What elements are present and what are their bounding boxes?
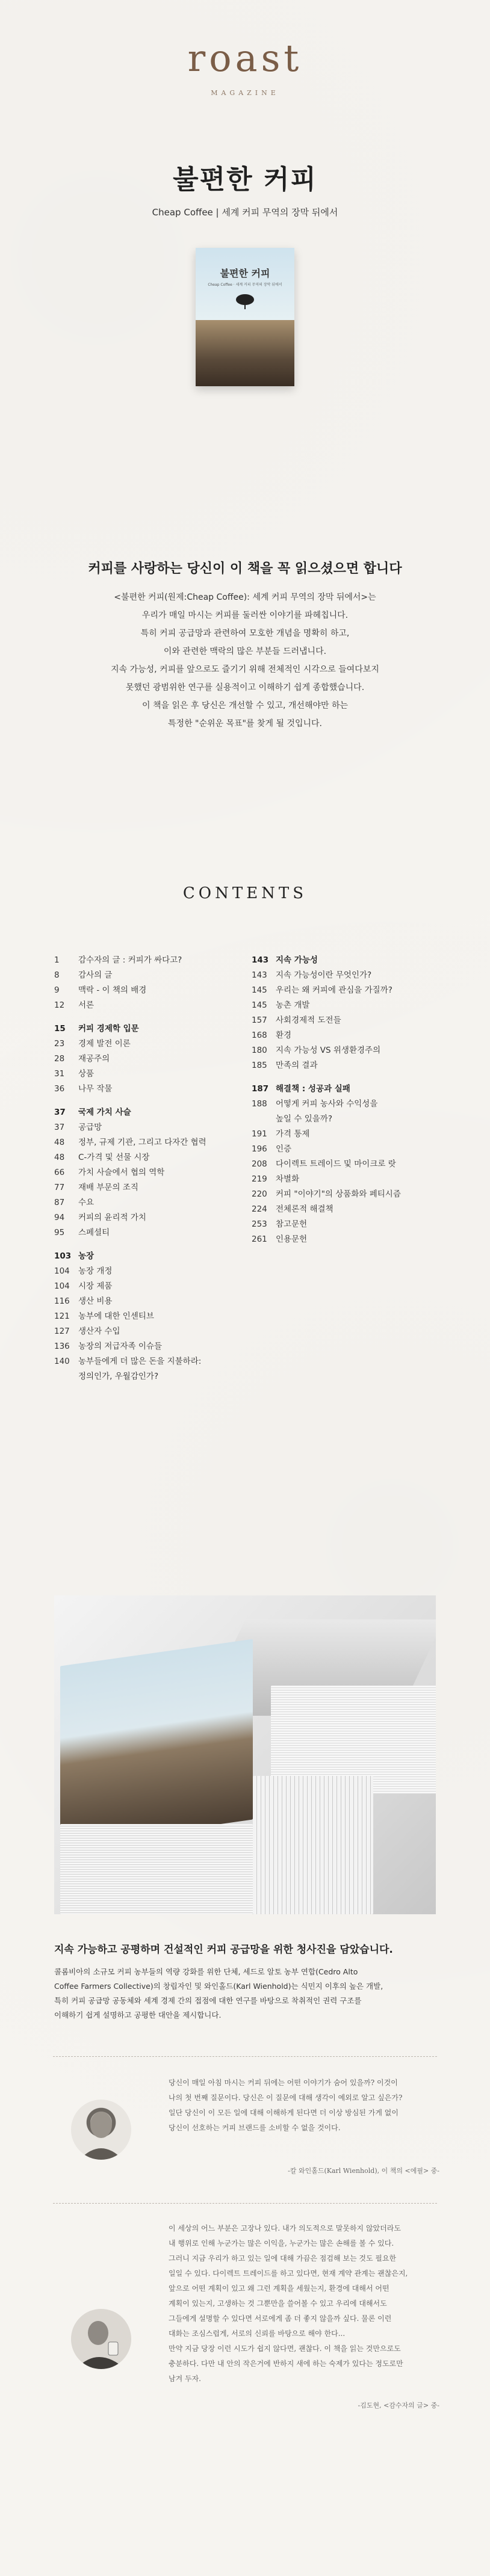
toc-label: 서론 bbox=[78, 1000, 95, 1010]
toc-page-number: 127 bbox=[54, 1327, 70, 1336]
quote-line: 나의 첫 번째 질문이다. 당신은 이 질문에 대해 생각이 예외로 알고 싶은가? bbox=[169, 2094, 403, 2102]
toc-label: 생산 비용 bbox=[78, 1296, 113, 1306]
toc-left-column bbox=[54, 953, 247, 1384]
toc-entry bbox=[252, 998, 444, 1013]
toc-entry bbox=[252, 1043, 444, 1058]
toc-label: 인용문헌 bbox=[276, 1234, 308, 1244]
book-subtitle: Cheap Coffee | 세계 커피 무역의 장막 뒤에서 bbox=[152, 207, 338, 218]
quote-line: 이 세상의 어느 부분은 고장나 있다. 내가 의도적으로 말못하지 않았더라도 bbox=[169, 2224, 401, 2232]
toc-label: 환경 bbox=[276, 1031, 292, 1040]
toc-label: 전체론적 해결책 bbox=[276, 1204, 333, 1214]
quote-line: 만약 지금 당장 이런 시도가 쉽지 않다면, 괜찮다. 이 책을 읽는 것만으로도 bbox=[169, 2344, 401, 2353]
toc-entry bbox=[252, 1187, 444, 1202]
feature-caption: 지속 가능하고 공평하며 건설적인 커피 공급망을 위한 청사진을 담았습니다. bbox=[54, 1944, 393, 1956]
toc-entry bbox=[252, 1172, 444, 1187]
cover-coffee-tree-icon bbox=[235, 294, 255, 310]
quote-1-signature: -칼 와인홀드(Karl Wienhold), 이 책의 <에필> 중- bbox=[288, 2167, 439, 2175]
toc-label: 차별화 bbox=[276, 1174, 300, 1184]
toc-entry bbox=[54, 1135, 247, 1150]
toc-spacer bbox=[54, 1240, 247, 1249]
book-cover-image bbox=[196, 248, 294, 386]
photo-book-spines bbox=[253, 1776, 373, 1914]
quote-line: 대화는 조심스럽게, 서로의 신뢰를 바탕으로 해야 한다... bbox=[169, 2329, 346, 2338]
toc-page-number: 145 bbox=[252, 985, 267, 995]
toc-label: 맥락 - 이 책의 배경 bbox=[78, 985, 147, 995]
toc-page-number: 168 bbox=[252, 1031, 267, 1040]
toc-label: 농장의 저급자족 이슈들 bbox=[78, 1342, 162, 1351]
toc-label: 나무 작물 bbox=[78, 1084, 113, 1094]
toc-entry bbox=[54, 953, 247, 968]
toc-label: 정의인가, 우월감인가? bbox=[78, 1372, 159, 1381]
author-portrait-icon bbox=[71, 2100, 131, 2160]
toc-entry bbox=[54, 1067, 247, 1082]
toc-entry bbox=[54, 1037, 247, 1052]
toc-entry bbox=[54, 1150, 247, 1165]
toc-label: 국제 가치 사슬 bbox=[78, 1108, 131, 1117]
supervisor-portrait-icon bbox=[71, 2309, 131, 2369]
cover-title: 불편한 커피 bbox=[220, 268, 270, 279]
toc-entry bbox=[252, 1112, 444, 1127]
intro-line: 지속 가능성, 커피를 앞으로도 즐기기 위해 전체적인 시각으로 들여다보지 bbox=[111, 665, 379, 674]
toc-entry bbox=[54, 1339, 247, 1354]
toc-label: 가치 사슬에서 협의 역학 bbox=[78, 1168, 165, 1177]
brand-subtitle: MAGAZINE bbox=[211, 89, 279, 97]
toc-label: 사회경제적 도전들 bbox=[276, 1015, 341, 1025]
toc-page-number: 1 bbox=[54, 955, 60, 965]
toc-label: 커피 경제학 입문 bbox=[78, 1024, 139, 1034]
toc-entry bbox=[252, 1217, 444, 1232]
toc-entry bbox=[252, 983, 444, 998]
toc-entry bbox=[252, 1013, 444, 1028]
book-stack-photo bbox=[54, 1595, 436, 1914]
toc-label: 수요 bbox=[78, 1198, 95, 1207]
toc-label: 재배 부문의 조직 bbox=[78, 1183, 138, 1192]
feature-line: 콜롬비아의 소규모 커피 농부들의 역량 강화를 위한 단체, 세드로 알토 농부 연합(Cedro Alto bbox=[54, 1967, 358, 1976]
toc-page-number: 180 bbox=[252, 1046, 267, 1055]
toc-page-number: 48 bbox=[54, 1138, 65, 1147]
toc-entry bbox=[54, 983, 247, 998]
quote-line: 일단 당신이 이 모든 일에 대해 이해하게 된다면 더 이상 방심된 가게 없이 bbox=[169, 2109, 399, 2117]
cover-subtitle: Cheap Coffee · 세계 커피 무역의 장막 뒤에서 bbox=[208, 283, 282, 287]
feature-line: 특히 커피 공급망 공동체와 세계 경제 간의 접점에 대한 연구를 바탕으로 착취적인 권력 구조를 bbox=[54, 1996, 362, 2005]
quote-line: 일일 수 있다. 다이렉트 트레이드를 하고 있다면, 현재 계약 관계는 괜찮은지, bbox=[169, 2269, 408, 2278]
cover-photo bbox=[196, 320, 294, 386]
toc-label: 감수자의 글 : 커피가 싸다고? bbox=[78, 955, 182, 965]
toc-label: 커피 "이야기"의 상품화와 페티시즘 bbox=[276, 1189, 401, 1199]
toc-entry bbox=[252, 1028, 444, 1043]
quote-2-signature: -김도현, <감수자의 글> 중- bbox=[358, 2402, 439, 2409]
quote-line: 내 행위로 인해 누군가는 많은 이익을, 누군가는 많은 손해를 볼 수 있다. bbox=[169, 2239, 394, 2248]
toc-page-number: 185 bbox=[252, 1061, 267, 1070]
toc-page-number: 12 bbox=[54, 1000, 65, 1010]
toc-entry bbox=[54, 1082, 247, 1097]
toc-page-number: 94 bbox=[54, 1213, 65, 1222]
intro-line: 이 책을 읽은 후 당신은 개선할 수 있고, 개선해야만 하는 bbox=[141, 701, 349, 710]
intro-line: 특히 커피 공급망과 관련하여 모호한 개념을 명확히 하고, bbox=[140, 629, 350, 638]
contents-title: CONTENTS bbox=[182, 884, 308, 902]
toc-entry bbox=[252, 1157, 444, 1172]
toc-entry bbox=[54, 1264, 247, 1279]
toc-page-number: 28 bbox=[54, 1054, 65, 1064]
toc-label: 경제 발전 이론 bbox=[78, 1039, 131, 1049]
toc-label: 농부들에게 더 많은 돈을 지불하라: bbox=[78, 1357, 202, 1366]
toc-entry bbox=[54, 1309, 247, 1324]
toc-section-heading bbox=[54, 1021, 247, 1037]
toc-entry bbox=[54, 968, 247, 983]
toc-label: 다이렉트 트레이드 및 마이크로 랏 bbox=[276, 1159, 396, 1169]
toc-label: 가격 통제 bbox=[276, 1129, 310, 1139]
toc-page-number: 9 bbox=[54, 985, 60, 995]
toc-page-number: 37 bbox=[54, 1123, 65, 1132]
toc-page-number: 121 bbox=[54, 1311, 70, 1321]
toc-section-heading bbox=[252, 953, 444, 968]
feature-description bbox=[54, 1965, 436, 2023]
toc-page-number: 261 bbox=[252, 1234, 267, 1244]
quote-1-text bbox=[169, 2075, 439, 2136]
intro-line: 우리가 매일 마시는 커피를 둘러싼 이야기를 파헤칩니다. bbox=[141, 611, 349, 620]
divider bbox=[53, 2056, 437, 2057]
toc-entry bbox=[252, 1097, 444, 1112]
photo-front-book-cover bbox=[60, 1639, 253, 1847]
toc-page-number: 157 bbox=[252, 1015, 267, 1025]
brand-logo: roast bbox=[187, 36, 303, 80]
toc-page-number: 104 bbox=[54, 1281, 70, 1291]
quote-line: 당신이 매일 아침 마시는 커피 뒤에는 어떤 이야기가 숨어 있을까? 이것이 bbox=[169, 2078, 398, 2087]
toc-spacer bbox=[54, 1013, 247, 1021]
toc-page-number: 23 bbox=[54, 1039, 65, 1049]
author-avatar bbox=[71, 2100, 131, 2160]
toc-page-number: 219 bbox=[252, 1174, 267, 1184]
supervisor-avatar bbox=[71, 2309, 131, 2369]
toc-page-number: 188 bbox=[252, 1099, 267, 1109]
toc-entry bbox=[54, 1180, 247, 1195]
intro-heading: 커피를 사랑하는 당신이 이 책을 꼭 읽으셨으면 합니다 bbox=[88, 561, 402, 576]
toc-entry bbox=[54, 1294, 247, 1309]
intro-line: 특정한 "순위운 목표"를 찾게 될 것입니다. bbox=[168, 719, 322, 729]
toc-entry bbox=[252, 1058, 444, 1073]
toc-page-number: 95 bbox=[54, 1228, 65, 1237]
toc-page-number: 208 bbox=[252, 1159, 267, 1169]
toc-label: 어떻게 커피 농사와 수익성을 bbox=[276, 1099, 378, 1109]
toc-page-number: 36 bbox=[54, 1084, 65, 1094]
toc-spacer bbox=[252, 1073, 444, 1082]
toc-page-number: 191 bbox=[252, 1129, 267, 1139]
toc-entry bbox=[54, 1369, 247, 1384]
toc-label: 지속 가능성 VS 위생환경주의 bbox=[276, 1046, 381, 1055]
toc-page-number: 66 bbox=[54, 1168, 65, 1177]
toc-page-number: 37 bbox=[54, 1108, 66, 1117]
quote-line: 남겨 두자. bbox=[169, 2374, 201, 2383]
intro-text bbox=[0, 588, 490, 733]
toc-label: 감사의 글 bbox=[78, 970, 113, 980]
toc-label: 참고문헌 bbox=[276, 1219, 308, 1229]
toc-entry bbox=[252, 1127, 444, 1142]
toc-label: 생산자 수입 bbox=[78, 1327, 120, 1336]
toc-page-number: 253 bbox=[252, 1219, 267, 1229]
toc-page-number: 140 bbox=[54, 1357, 70, 1366]
toc-label: 우리는 왜 커피에 관심을 가질까? bbox=[276, 985, 392, 995]
divider bbox=[53, 2203, 437, 2204]
toc-page-number: 87 bbox=[54, 1198, 65, 1207]
toc-label: 농장 개정 bbox=[78, 1266, 113, 1276]
toc-label: 농부에 대한 인센티브 bbox=[78, 1311, 154, 1321]
toc-page-number: 145 bbox=[252, 1000, 267, 1010]
toc-entry bbox=[54, 1120, 247, 1135]
toc-label: 인증 bbox=[276, 1144, 292, 1154]
quote-line: 앞으로 어떤 계획이 있고 왜 그런 계획을 세웠는지, 환경에 대해서 어떤 bbox=[169, 2284, 389, 2293]
quote-2-text bbox=[169, 2221, 439, 2386]
toc-page-number: 143 bbox=[252, 970, 267, 980]
intro-line: 못했던 광범위한 연구를 실용적이고 이해하기 쉽게 종합했습니다. bbox=[125, 683, 365, 692]
toc-page-number: 187 bbox=[252, 1084, 269, 1094]
toc-page-number: 104 bbox=[54, 1266, 70, 1276]
toc-entry bbox=[252, 1232, 444, 1247]
toc-entry bbox=[252, 1142, 444, 1157]
toc-entry bbox=[252, 968, 444, 983]
quote-line: 충분하다. 다만 내 안의 작은거에 반하지 새에 하는 숙제가 있다는 정도로만 bbox=[169, 2359, 403, 2368]
feature-line: Coffee Farmers Collective)의 창립자인 및 와인홀드(Karl Wienhold)는 식민지 이후의 높은 개발, bbox=[54, 1982, 383, 1991]
toc-spacer bbox=[54, 1097, 247, 1105]
toc-label: C-가격 및 선물 시장 bbox=[78, 1153, 150, 1162]
toc-label: 해결책 : 성공과 실패 bbox=[276, 1084, 350, 1094]
toc-page-number: 15 bbox=[54, 1024, 66, 1034]
toc-entry bbox=[54, 1210, 247, 1225]
toc-label: 높일 수 있을까? bbox=[276, 1114, 332, 1124]
quote-line: 당신이 선호하는 커피 브랜드를 소비할 수 없을 것이다. bbox=[169, 2124, 341, 2132]
toc-label: 상품 bbox=[78, 1069, 95, 1079]
toc-label: 지속 가능성이란 무엇인가? bbox=[276, 970, 372, 980]
toc-label: 정부, 규제 기관, 그리고 다자간 협력 bbox=[78, 1138, 206, 1147]
toc-section-heading bbox=[54, 1105, 247, 1120]
toc-label: 농촌 개발 bbox=[276, 1000, 310, 1010]
quote-line: 그러니 지금 우리가 하고 있는 일에 대해 가끔은 점검해 보는 것도 필요한 bbox=[169, 2254, 397, 2263]
toc-page-number: 143 bbox=[252, 955, 269, 965]
toc-entry bbox=[54, 998, 247, 1013]
toc-entry bbox=[252, 1202, 444, 1217]
toc-page-number: 196 bbox=[252, 1144, 267, 1154]
quote-line: 계획이 있는지, 고생하는 것 그뿐만을 쓸어볼 수 있고 우리에 대해서도 bbox=[169, 2299, 387, 2308]
toc-page-number: 8 bbox=[54, 970, 60, 980]
toc-page-number: 48 bbox=[54, 1153, 65, 1162]
toc-page-number: 103 bbox=[54, 1251, 72, 1261]
toc-entry bbox=[54, 1354, 247, 1369]
toc-label: 지속 가능성 bbox=[276, 955, 318, 965]
toc-entry bbox=[54, 1324, 247, 1339]
toc-label: 공급망 bbox=[78, 1123, 102, 1132]
intro-line: <불편한 커피(원제:Cheap Coffee): 세계 커피 무역의 장막 뒤에서>는 bbox=[114, 593, 376, 602]
toc-section-heading bbox=[252, 1082, 444, 1097]
toc-entry bbox=[54, 1225, 247, 1240]
toc-label: 만족의 결과 bbox=[276, 1061, 318, 1070]
toc-page-number: 116 bbox=[54, 1296, 70, 1306]
toc-page-number: 220 bbox=[252, 1189, 267, 1199]
toc-section-heading bbox=[54, 1249, 247, 1264]
toc-label: 시장 제품 bbox=[78, 1281, 113, 1291]
toc-label: 재공주의 bbox=[78, 1054, 110, 1064]
toc-label: 커피의 윤리적 가치 bbox=[78, 1213, 146, 1222]
toc-right-column bbox=[252, 953, 444, 1247]
quote-line: 그들에게 설명할 수 있다면 서로에게 좀 더 좋지 않을까 싶다. 물론 이런 bbox=[169, 2314, 392, 2323]
toc-entry bbox=[54, 1052, 247, 1067]
toc-entry bbox=[54, 1165, 247, 1180]
book-title: 불편한 커피 bbox=[173, 164, 317, 195]
toc-page-number: 136 bbox=[54, 1342, 70, 1351]
toc-page-number: 224 bbox=[252, 1204, 267, 1214]
photo-front-book-pages bbox=[60, 1824, 253, 1914]
toc-page-number: 31 bbox=[54, 1069, 65, 1079]
toc-entry bbox=[54, 1279, 247, 1294]
intro-line: 이와 관련한 맥락의 많은 부분들 드러냅니다. bbox=[163, 647, 327, 656]
feature-line: 이해하기 쉽게 설명하고 공평한 대안을 제시합니다. bbox=[54, 2011, 222, 2020]
toc-label: 농장 bbox=[78, 1251, 95, 1261]
toc-entry bbox=[54, 1195, 247, 1210]
toc-label: 스페셜티 bbox=[78, 1228, 110, 1237]
toc-page-number: 77 bbox=[54, 1183, 65, 1192]
